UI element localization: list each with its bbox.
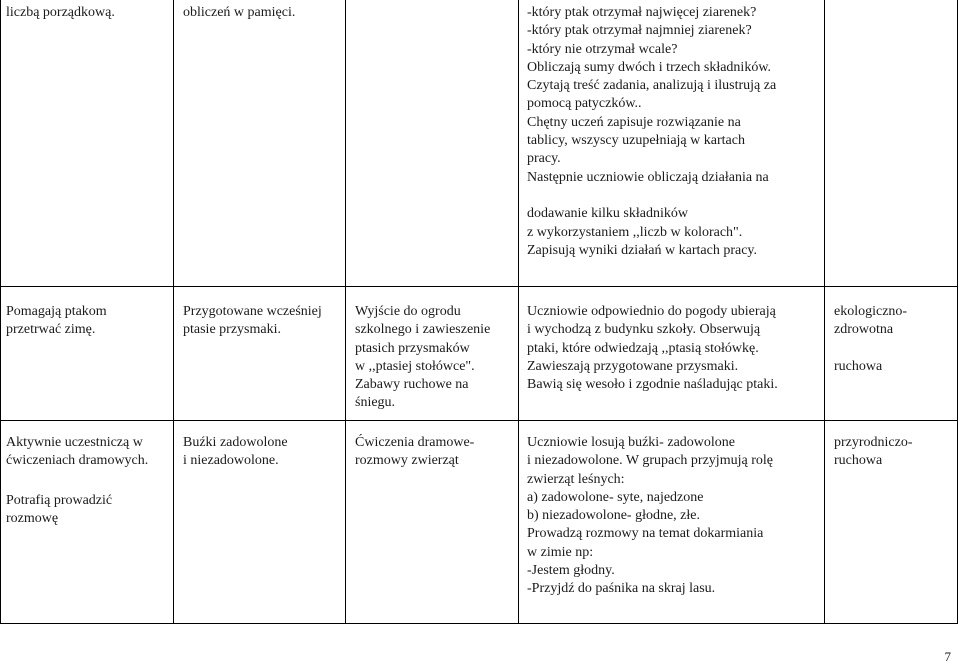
cell-line: rozmowę xyxy=(6,510,59,526)
cell-line: liczbą porządkową. xyxy=(6,5,115,20)
table-cell xyxy=(527,4,776,260)
cell-line: i niezadowolone. W grupach przyjmują rolę xyxy=(527,453,773,469)
cell-line: przetrwać zimę. xyxy=(6,322,96,338)
cell-line: -który nie otrzymał wcale? xyxy=(527,41,678,57)
cell-line: Zabawy ruchowe na xyxy=(355,377,469,393)
grid-line xyxy=(345,0,346,624)
table-cell xyxy=(6,434,148,528)
cell-line: b) niezadowolone- głodne, złe. xyxy=(527,508,700,524)
cell-line: ptaki, które odwiedzają ,,ptasią stołówkę. xyxy=(527,340,759,356)
cell-line: -który ptak otrzymał najwięcej ziarenek? xyxy=(527,5,757,20)
grid-line xyxy=(957,0,958,624)
grid-line xyxy=(173,0,174,624)
cell-line: zdrowotna xyxy=(834,322,894,338)
table-cell xyxy=(527,303,778,394)
cell-line: śniegu. xyxy=(355,395,396,411)
table-cell xyxy=(6,303,107,340)
grid-line xyxy=(0,623,958,624)
cell-line: ruchowa xyxy=(834,453,883,469)
cell-line: ptasich przysmaków xyxy=(355,340,470,356)
cell-line: -który ptak otrzymał najmniej ziarenek? xyxy=(527,23,752,39)
table-cell xyxy=(834,303,907,376)
cell-line: Wyjście do ogrodu xyxy=(355,304,461,319)
table-cell xyxy=(527,434,773,599)
cell-line: Aktywnie uczestniczą w xyxy=(6,435,143,450)
cell-line: -Przyjdź do paśnika na skraj lasu. xyxy=(527,581,716,597)
cell-line: tablicy, wszyscy uzupełniają w kartach xyxy=(527,133,745,149)
table-cell xyxy=(355,434,474,471)
grid-line xyxy=(824,0,825,624)
cell-line: Czytają treść zadania, analizują i ilustrują za xyxy=(527,78,777,94)
cell-line: Potrafią prowadzić xyxy=(6,492,113,508)
cell-line: ptasie przysmaki. xyxy=(183,322,281,338)
cell-line: pracy. xyxy=(527,151,561,167)
cell-line: Obliczają sumy dwóch i trzech składników. xyxy=(527,59,772,75)
table-cell xyxy=(834,434,913,471)
table-cell xyxy=(183,434,288,471)
cell-line xyxy=(527,187,776,205)
cell-line: -Jestem głodny. xyxy=(527,563,615,579)
cell-line: i wychodzą z budynku szkoły. Obserwują xyxy=(527,322,761,338)
cell-line: Buźki zadowolone xyxy=(183,435,288,450)
table-cell xyxy=(183,4,295,22)
cell-line xyxy=(834,340,907,358)
cell-line: Bawią się wesoło i zgodnie naśladując ptaki. xyxy=(527,377,778,393)
cell-line: obliczeń w pamięci. xyxy=(183,5,296,20)
cell-line: ruchowa xyxy=(834,358,883,374)
grid-line xyxy=(0,0,1,624)
cell-line: dodawanie kilku składników xyxy=(527,206,688,222)
grid-line xyxy=(518,0,519,624)
cell-line: pomocą patyczków.. xyxy=(527,96,642,112)
page-number: 7 xyxy=(944,649,951,664)
cell-line: w zimie np: xyxy=(527,544,594,560)
cell-line: Uczniowie losują buźki- zadowolone xyxy=(527,435,735,450)
cell-line: rozmowy zwierząt xyxy=(355,453,459,469)
cell-line: ekologiczno- xyxy=(834,304,908,319)
cell-line: a) zadowolone- syte, najedzone xyxy=(527,489,704,505)
grid-line xyxy=(0,286,958,287)
table-cell xyxy=(6,4,115,22)
cell-line: Następnie uczniowie obliczają działania na xyxy=(527,169,769,185)
cell-line: Uczniowie odpowiednio do pogody ubierają xyxy=(527,304,776,319)
cell-line: zwierząt leśnych: xyxy=(527,471,625,487)
cell-line: szkolnego i zawieszenie xyxy=(355,322,491,338)
cell-line: Zawieszają przygotowane przysmaki. xyxy=(527,358,739,374)
cell-line: przyrodniczo- xyxy=(834,435,913,450)
cell-line: Ćwiczenia dramowe- xyxy=(355,435,475,450)
cell-line: z wykorzystaniem ,,liczb w kolorach". xyxy=(527,224,743,240)
table-cell xyxy=(183,303,322,340)
cell-line: Pomagają ptakom xyxy=(6,304,107,319)
cell-line: Zapisują wyniki działań w kartach pracy. xyxy=(527,242,758,258)
table-cell xyxy=(355,303,490,413)
cell-line: Prowadzą rozmowy na temat dokarmiania xyxy=(527,526,764,542)
cell-line: Chętny uczeń zapisuje rozwiązanie na xyxy=(527,114,741,130)
cell-line: i niezadowolone. xyxy=(183,453,279,469)
grid-line xyxy=(0,420,958,421)
cell-line: ćwiczeniach dramowych. xyxy=(6,453,149,469)
cell-line: Przygotowane wcześniej xyxy=(183,304,322,319)
cell-line: w ,,ptasiej stołówce". xyxy=(355,358,475,374)
cell-line xyxy=(6,471,148,492)
